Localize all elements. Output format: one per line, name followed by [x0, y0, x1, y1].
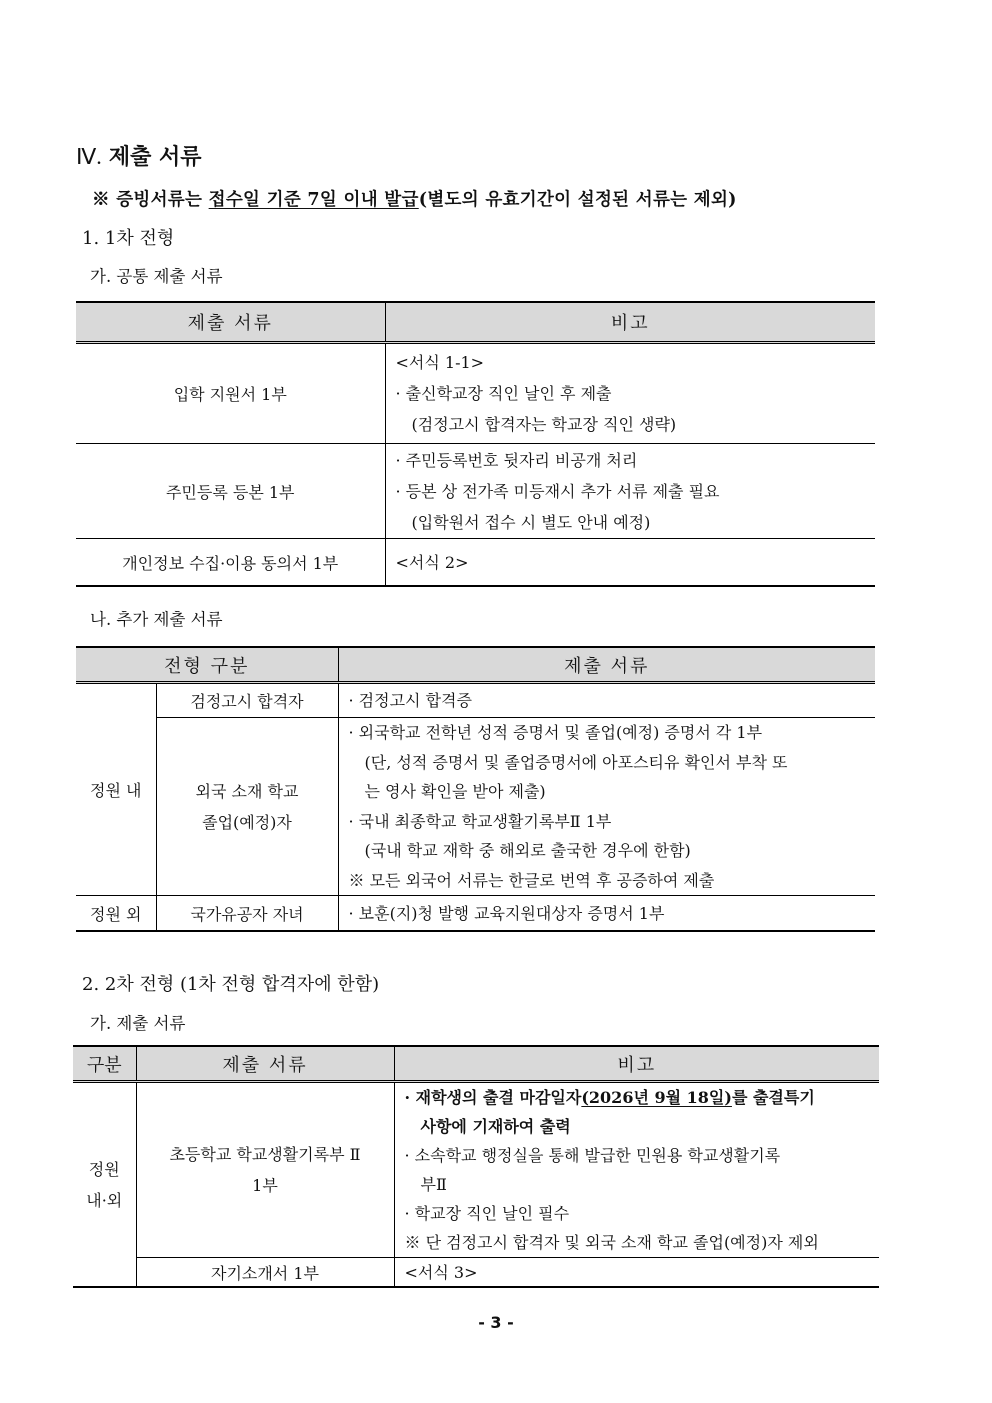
col-header-doc: 제출 서류: [338, 647, 875, 683]
additional-docs-heading: 나. 추가 제출 서류: [90, 610, 223, 629]
col-header-type: 전형 구분: [76, 647, 338, 683]
doc-cell: 자기소개서 1부: [136, 1258, 394, 1288]
common-docs-table: [76, 301, 875, 587]
doc-cell: 주민등록 등본 1부: [76, 444, 385, 539]
table-row: [76, 444, 875, 539]
common-docs-heading: 가. 공통 제출 서류: [90, 267, 223, 286]
note-cell: <서식 3>: [394, 1258, 879, 1288]
additional-docs-table: [76, 646, 875, 932]
table-row: [73, 1258, 879, 1288]
table-row: [76, 896, 875, 932]
stage2-heading: 2. 2차 전형 (1차 전형 합격자에 한함): [82, 974, 380, 995]
col-header-doc: 제출 서류: [136, 1046, 394, 1082]
group-in-quota: 정원 내: [76, 683, 156, 896]
table-row: [76, 683, 875, 718]
doc-cell: 입학 지원서 1부: [76, 343, 385, 444]
group-cell: 정원 내·외: [73, 1082, 136, 1288]
validity-emphasis: 접수일 기준 7일 이내 발급: [208, 190, 419, 210]
note-cell: <서식 1-1> · 출신학교장 직인 날인 후 제출 (검정고시 합격자는 학교장 직인 생략): [385, 343, 875, 444]
validity-notice: ※ 증빙서류는 접수일 기준 7일 이내 발급(별도의 유효기간이 설정된 서류는 제외): [92, 190, 737, 210]
col-header-type: 구분: [73, 1046, 136, 1082]
table-row: [76, 718, 875, 896]
note-cell: · 재학생의 출결 마감일자(2026년 9월 18일)를 출결특기 사항에 기재하여 출력 · 소속학교 행정실을 통해 발급한 민원용 학교생활기록 부Ⅱ · 학교장 직인 날인 필수 ※ 단 검정고시 합격자 및 외국 소재 학교 졸업(예정)자 제외: [394, 1082, 879, 1258]
stage2-docs-table: [73, 1045, 879, 1288]
doc-cell: 초등학교 학교생활기록부 Ⅱ 1부: [136, 1082, 394, 1258]
col-header-note: 비고: [394, 1046, 879, 1082]
section-title-text: 제출 서류: [108, 145, 202, 170]
type-cell: 검정고시 합격자: [156, 683, 338, 718]
type-cell: 국가유공자 자녀: [156, 896, 338, 932]
page-number: - 3 -: [478, 1313, 514, 1332]
table-row: [73, 1082, 879, 1258]
doc-cell: · 외국학교 전학년 성적 증명서 및 졸업(예정) 증명서 각 1부 (단, 성적 증명서 및 졸업증명서에 아포스티유 확인서 부착 또 는 영사 확인을 받아 제출) · 국내 최종학교 학교생활기록부Ⅱ 1부 (국내 학교 재학 중 해외로 출국한 경우에 한함) ※ 모든 외국어 서류는 한글로 번역 후 공증하여 제출: [338, 718, 875, 896]
doc-cell: · 검정고시 합격증: [338, 683, 875, 718]
doc-cell: · 보훈(지)청 발행 교육지원대상자 증명서 1부: [338, 896, 875, 932]
group-out-quota: 정원 외: [76, 896, 156, 932]
table-row: [76, 539, 875, 587]
note-cell: · 주민등록번호 뒷자리 비공개 처리 · 등본 상 전가족 미등재시 추가 서류 제출 필요 (입학원서 접수 시 별도 안내 예정): [385, 444, 875, 539]
type-cell: 외국 소재 학교 졸업(예정)자: [156, 718, 338, 896]
note-cell: <서식 2>: [385, 539, 875, 587]
doc-cell: 개인정보 수집·이용 동의서 1부: [76, 539, 385, 587]
table-row: [76, 343, 875, 444]
section-numeral: Ⅳ.: [76, 144, 102, 169]
col-header-doc: 제출 서류: [76, 302, 385, 343]
stage1-heading: 1. 1차 전형: [82, 228, 175, 249]
stage2-docs-heading: 가. 제출 서류: [90, 1014, 186, 1033]
section-title: [76, 140, 201, 171]
col-header-note: 비고: [385, 302, 875, 343]
